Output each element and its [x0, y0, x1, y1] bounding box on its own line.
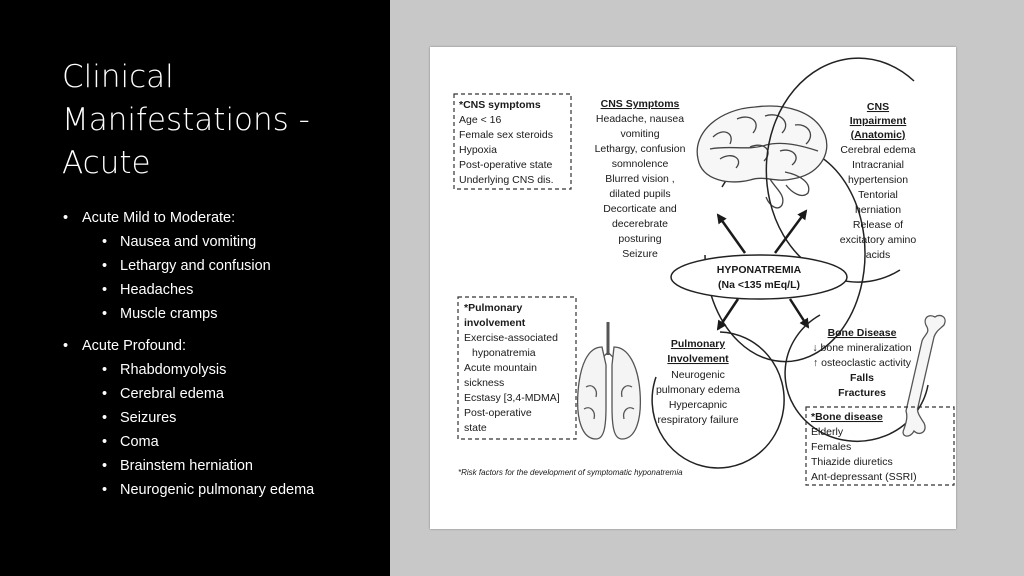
bullet-item: • Muscle cramps [0, 304, 390, 328]
cns-impairment-line: Intracranial [852, 159, 904, 171]
bone-risk-line: Thiazide diuretics [811, 456, 893, 468]
cns-symptom-line: decerebrate [611, 218, 669, 230]
pulmonary-line: pulmonary edema [655, 384, 741, 396]
bullet-item: • Headaches [0, 280, 390, 304]
bullet-item: • Neurogenic pulmonary edema [0, 480, 390, 504]
bone-line-mineralization: ↓ bone mineralization [812, 342, 912, 354]
bone-fractures: Fractures [838, 387, 886, 399]
left-text-panel [0, 0, 390, 576]
cns-symptom-line: Decorticate and [603, 203, 677, 215]
cns-symptom-line: Headache, nausea [595, 113, 685, 125]
pulmonary-risk-line: state [464, 422, 487, 434]
pulmonary-risk-title: *Pulmonary [464, 302, 523, 314]
bullet-item: • Seizures [0, 408, 390, 432]
pulmonary-line: respiratory failure [657, 414, 739, 426]
bone-line-osteoclastic: ↑ osteoclastic activity [812, 357, 912, 369]
pulmonary-line: Hypercapnic [668, 399, 728, 411]
cns-impairment-title: (Anatomic) [850, 129, 906, 141]
arrow-to-bone [790, 299, 808, 327]
cns-risk-title: *CNS symptoms [459, 99, 541, 111]
cns-symptom-line: vomiting [620, 128, 660, 140]
cns-impairment-line: hypertension [847, 174, 909, 186]
pulmonary-risk-line: Ecstasy [3,4-MDMA] [464, 392, 560, 404]
cns-impairment-line: excitatory amino [839, 234, 917, 246]
cns-risk-line: Post-operative state [459, 159, 553, 171]
arrow-to-pulmonary [718, 299, 738, 329]
cns-symptom-line: somnolence [611, 158, 669, 170]
pulmonary-risk-line: sickness [464, 377, 505, 389]
cns-symptom-line: Blurred vision , [605, 173, 675, 185]
pulmonary-risk-title: involvement [464, 317, 526, 329]
cns-symptom-line: Seizure [622, 248, 658, 260]
cns-impairment-line: herniation [854, 204, 902, 216]
title-line-1: Clinical [62, 59, 174, 95]
bone-risk-line: Ant-depressant (SSRI) [811, 471, 917, 483]
figure-footnote: *Risk factors for the development of symptomatic hyponatremia [458, 468, 683, 477]
pulmonary-risk-line: Post-operative [464, 407, 532, 419]
cns-impairment-title: Impairment [849, 115, 907, 127]
brain-icon [697, 106, 827, 208]
hyponatremia-figure [430, 47, 956, 529]
bullet-item: • Rhabdomyolysis [0, 360, 390, 384]
pulmonary-line: Neurogenic [671, 369, 725, 381]
pulmonary-risk-line: Exercise-associated [464, 332, 558, 344]
hyponatremia-ellipse [671, 255, 847, 299]
bullet-item: • Brainstem herniation [0, 456, 390, 480]
cns-impairment-line: Release of [852, 219, 904, 231]
bullet-list [0, 208, 390, 504]
cns-symptoms-title: CNS Symptoms [600, 98, 680, 110]
lungs-icon [578, 322, 641, 439]
hyponatremia-label: HYPONATREMIA [716, 264, 802, 276]
pulmonary-title: Pulmonary [670, 338, 726, 350]
arrow-to-cns-symptoms [718, 215, 745, 253]
bone-risk-title: *Bone disease [811, 411, 883, 423]
title-line-3: Acute [62, 145, 151, 181]
bullet-item: • Nausea and vomiting [0, 232, 390, 256]
sodium-threshold-label: (Na <135 mEq/L) [718, 279, 800, 291]
bone-risk-line: Elderly [811, 426, 844, 438]
pulmonary-risk-line: hyponatremia [472, 347, 536, 359]
cns-impairment-line: Cerebral edema [840, 144, 916, 156]
bone-risk-line: Females [811, 441, 852, 453]
cns-impairment-line: acids [865, 249, 891, 261]
bone-disease-title: Bone Disease [827, 327, 897, 339]
section-heading-mild: • Acute Mild to Moderate: [0, 208, 390, 232]
cns-impairment-title: CNS [866, 101, 890, 113]
cns-symptom-line: dilated pupils [609, 188, 671, 200]
hyponatremia-diagram [430, 47, 956, 529]
pulmonary-risk-line: Acute mountain [464, 362, 537, 374]
cns-risk-line: Hypoxia [459, 144, 497, 156]
cns-symptom-line: posturing [618, 233, 662, 245]
cns-risk-line: Underlying CNS dis. [459, 174, 554, 186]
title-line-2: Manifestations - [62, 102, 310, 138]
bullet-item: • Cerebral edema [0, 384, 390, 408]
femur-icon [903, 315, 945, 436]
cns-impairment-line: Tentorial [858, 189, 898, 201]
cns-risk-line: Age < 16 [459, 114, 502, 126]
cns-risk-line: Female sex steroids [459, 129, 553, 141]
pulmonary-title: Involvement [667, 353, 729, 365]
cns-symptom-line: Lethargy, confusion [594, 143, 686, 155]
slide-title [62, 56, 372, 185]
section-heading-profound: • Acute Profound: [0, 336, 390, 360]
bone-falls: Falls [850, 372, 874, 384]
bullet-item: • Lethargy and confusion [0, 256, 390, 280]
bullet-item: • Coma [0, 432, 390, 456]
